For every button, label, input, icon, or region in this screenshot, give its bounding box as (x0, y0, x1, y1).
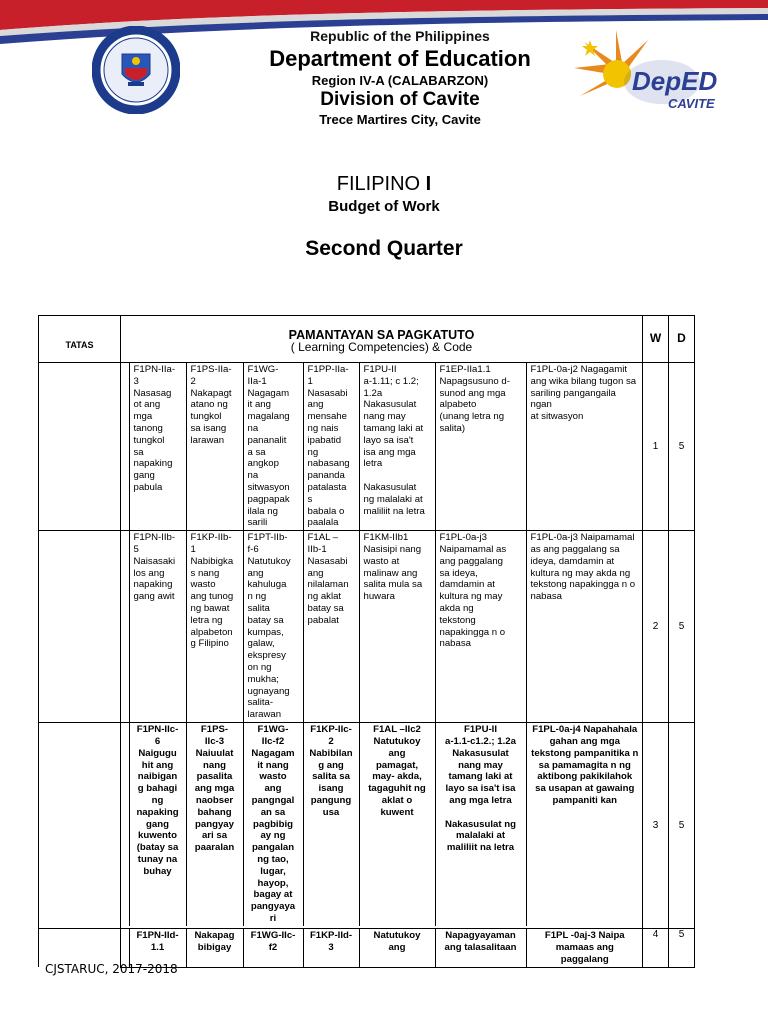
week-value: 3 (643, 723, 669, 929)
deped-logo-sub: CAVITE (668, 96, 715, 111)
letterhead-text (230, 28, 570, 127)
tatas-cell (39, 363, 121, 531)
republic-label: Republic of the Philippines (310, 28, 490, 44)
week-header: W (643, 316, 669, 363)
competency-item: F1PN-IIc- 6 Naigugu hit ang naibigan g bahagi ng napaking gang kuwento (batay sa tunay na buhay (129, 723, 186, 926)
competency-item: F1PL-0a-j4 Napahahala gahan ang mga tekstong pampanitika n sa pamamagita n ng aktibong pakikilahok sa usapan at gawaing pampaniti kan (531, 724, 639, 806)
division-label: Division of Cavite (320, 89, 480, 110)
competencies-header (121, 316, 643, 363)
competency-item: F1WG-IIc- f2 (243, 929, 303, 966)
tatas-cell (39, 531, 121, 723)
day-value: 5 (669, 363, 695, 531)
competencies-cell (121, 723, 643, 929)
competency-item: F1PS-IIa- 2 Nakapagt atano ng tungkol sa isang larawan (186, 363, 243, 530)
region-label: Region IV-A (CALABARZON) (311, 73, 489, 88)
week-value: 2 (643, 531, 669, 723)
table-row (39, 363, 695, 531)
table-row (39, 531, 695, 723)
competency-item: F1PP-IIa- 1 Nasasabi ang mensahe ng nais ipabatid ng nabasang pananda patalasta s babala o paalala (303, 363, 359, 530)
competencies-cell (121, 363, 643, 531)
tatas-cell (39, 723, 121, 929)
budget-of-work-table (38, 315, 695, 968)
competency-item: F1AL –IIc2 Natutukoy ang pamagat, may- akda, tagaguhit ng aklat o kuwent (359, 723, 435, 926)
week-value: 4 (643, 929, 669, 967)
subject-label: FILIPINO (336, 173, 421, 195)
city-label: Trece Martires City, Cavite (319, 112, 481, 127)
competency-item: F1PS- IIc-3 Naiuulat nang pasalita ang mga naobser bahang pangyay ari sa paaralan (186, 723, 243, 926)
competencies-header-sub: ( Learning Competencies) & Code (290, 340, 473, 354)
table-row (39, 723, 695, 929)
deped-logo-text: DepED (632, 66, 718, 96)
week-value: 1 (643, 363, 669, 531)
department-label: Department of Education (269, 46, 531, 71)
competency-item: Nakapag bibigay (186, 929, 243, 966)
competencies-cell (121, 531, 643, 723)
competency-item: F1WG- IIc-f2 Nagagam it nang wasto ang pangngal an sa pagbibig ay ng pangalan ng tao, lugar, hayop, bagay at pangyaya ri (243, 723, 303, 926)
competencies-header-title: PAMANTAYAN SA PAGKATUTO (288, 328, 475, 343)
competency-item: F1WG- IIa-1 Nagagam it ang magalang na pananalit a sa angkop na sitwasyon pagpapak ilala ng sarili (243, 363, 303, 530)
day-value: 5 (669, 929, 695, 967)
document-subtitle: Budget of Work (328, 198, 440, 215)
day-header: D (669, 316, 695, 363)
footer-credit: CJSTARUC, 2017-2018 (45, 962, 178, 976)
grade-label: I (425, 173, 432, 195)
deped-cavite-logo (570, 28, 720, 118)
competency-item: F1KP-IIb- 1 Nabibigka s nang wasto ang tunog ng bawat letra ng alpabeton g Filipino (186, 531, 243, 722)
competency-item: F1PN-IIa- 3 Nasasag ot ang mga tanong tungkol sa napaking gang pabula (129, 363, 186, 530)
competency-item: F1PL-0a-j3 Naipamamal as ang paggalang sa ideya, damdamin at kultura ng may akda ng tekstong napakingga n o nabasa (435, 531, 526, 722)
competency-item: Napagyayaman ang talasalitaan (435, 929, 526, 966)
competency-item: Natutukoy ang (359, 929, 435, 966)
competency-item: F1PU-II a-1.1-c1.2.; 1.2a Nakasusulat nang may tamang laki at layo sa isa't isa ang mga letra Nakasusulat ng malalaki at maliliit na letra (435, 723, 526, 926)
competency-item: F1PN-IId- 1.1 (129, 929, 186, 966)
competency-item: F1KM-IIb1 Nasisipi nang wasto at malinaw ang salita mula sa huwara (359, 531, 435, 722)
document-title (0, 173, 768, 196)
day-value: 5 (669, 723, 695, 929)
quarter-title: Second Quarter (305, 237, 463, 260)
competency-item: F1PL-0a-j2 Nagagamit ang wika bilang tugon sa sariling pangangaila ngan at sitwasyon (530, 364, 637, 423)
competency-item: F1PN-IIb- 5 Naisasaki los ang napaking gang awit (129, 531, 186, 722)
tatas-header: TATAS (39, 316, 121, 363)
competency-item: F1AL – IIb-1 Nasasabi ang nilalaman ng aklat batay sa pabalat (303, 531, 359, 722)
competency-item: F1PU-II a-1.11; c 1.2; 1.2a Nakasusulat nang may tamang laki at layo sa isa't isa ang mga letra Nakasusulat ng malalaki at maliliit na letra (359, 363, 435, 530)
day-value: 5 (669, 531, 695, 723)
competency-item: F1EP-IIa1.1 Napagsusuno d- sunod ang mga alpabeto (unang letra ng salita) (435, 363, 526, 530)
competency-item: F1PT-IIb- f-6 Natutukoy ang kahuluga n ng salita batay sa kumpas, galaw, ekspresy on ng mukha; ugnayang salita- larawan (243, 531, 303, 722)
competency-item: F1PL -0aj-3 Naipa mamaas ang paggalang (544, 930, 625, 965)
competency-item: F1KP-IIc- 2 Nabibilan g ang salita sa isang pangung usa (303, 723, 359, 926)
competency-item: F1KP-IId- 3 (303, 929, 359, 966)
table-header-row (39, 316, 695, 363)
competencies-cell (121, 929, 643, 967)
deped-seal-logo (92, 26, 180, 114)
competency-item: F1PL-0a-j3 Naipamamal as ang paggalang sa ideya, damdamin at kultura ng may akda ng tekstong napakingga n o nabasa (530, 532, 636, 603)
